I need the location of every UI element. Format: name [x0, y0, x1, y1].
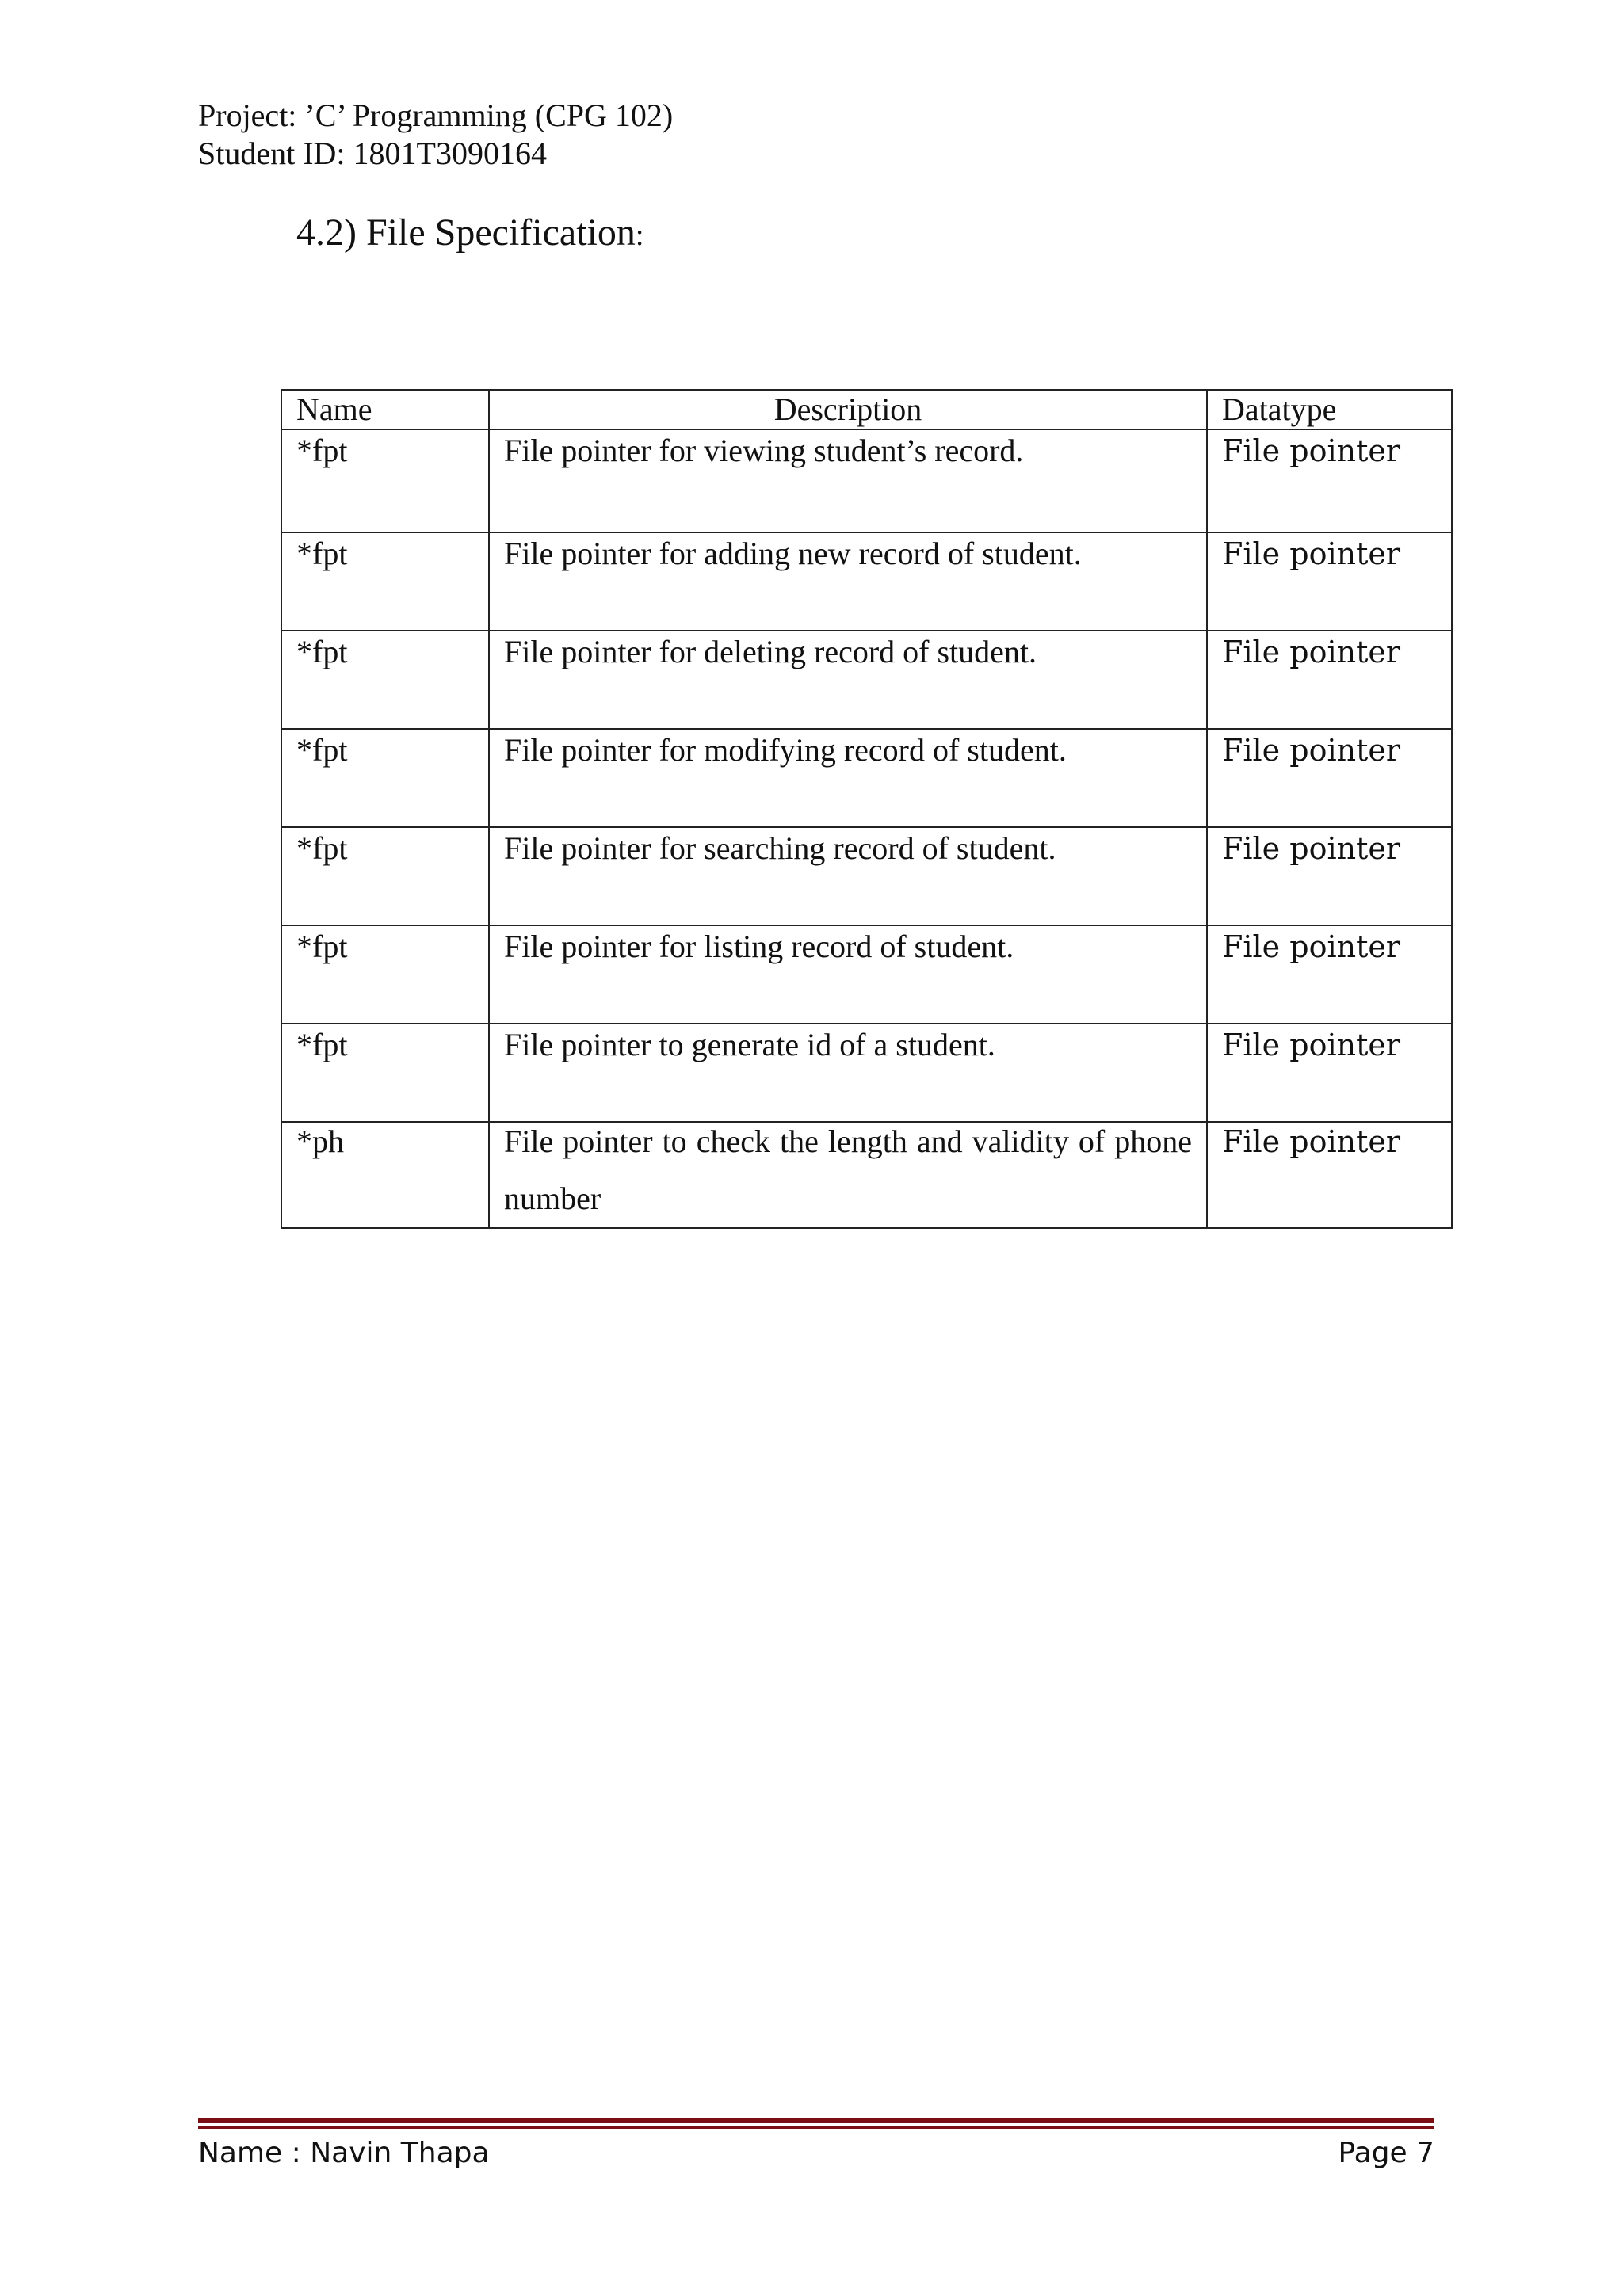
- cell-name-text: *ph: [296, 1123, 344, 1159]
- table-row: [281, 532, 1452, 631]
- cell-description: File pointer for listing record of student.: [489, 925, 1207, 1024]
- table-row: [281, 729, 1452, 827]
- cell-datatype: File pointer: [1207, 429, 1452, 532]
- cell-description: File pointer for searching record of student.: [489, 827, 1207, 925]
- table-row: [281, 827, 1452, 925]
- cell-name: *fpt: [281, 827, 489, 925]
- column-header-description: Description: [489, 390, 1207, 429]
- footer-author-name: Name : Navin Thapa: [198, 2137, 490, 2169]
- cell-name: *fpt: [281, 925, 489, 1024]
- cell-datatype: File pointer: [1207, 532, 1452, 631]
- column-header-datatype: Datatype: [1207, 390, 1452, 429]
- file-specification-table: [281, 389, 1453, 1229]
- cell-datatype: File pointer: [1207, 631, 1452, 729]
- section-title: [296, 211, 643, 257]
- cell-description: File pointer to generate id of a student.: [489, 1024, 1207, 1122]
- table-row: [281, 429, 1452, 532]
- table-header-row: [281, 390, 1452, 429]
- cell-description: File pointer for viewing student’s record.: [489, 429, 1207, 532]
- cell-name: *fpt: [281, 729, 489, 827]
- table-row: [281, 1024, 1452, 1122]
- page-header: [198, 97, 673, 173]
- section-title-text: 4.2) File Specification: [296, 212, 636, 254]
- footer-page-number: Page 7: [1338, 2137, 1434, 2169]
- cell-description-text: File pointer to check the length and validity of phone number: [504, 1123, 1192, 1216]
- cell-description: File pointer for modifying record of student.: [489, 729, 1207, 827]
- footer-rule-thick: [198, 2118, 1434, 2123]
- cell-description: File pointer for adding new record of student.: [489, 532, 1207, 631]
- cell-datatype: [1207, 1122, 1452, 1228]
- cell-datatype: File pointer: [1207, 925, 1452, 1024]
- cell-name: *fpt: [281, 532, 489, 631]
- table-row: [281, 1122, 1452, 1228]
- cell-description: [489, 1122, 1207, 1228]
- cell-datatype: File pointer: [1207, 1024, 1452, 1122]
- cell-description: File pointer for deleting record of student.: [489, 631, 1207, 729]
- column-header-name: Name: [281, 390, 489, 429]
- cell-datatype-text: File pointer: [1222, 1124, 1400, 1159]
- cell-datatype: File pointer: [1207, 827, 1452, 925]
- cell-name: *fpt: [281, 631, 489, 729]
- student-id-line: Student ID: 1801T3090164: [198, 135, 547, 171]
- cell-name: *fpt: [281, 1024, 489, 1122]
- cell-name: [281, 1122, 489, 1228]
- table-row: [281, 631, 1452, 729]
- section-title-colon: :: [635, 219, 644, 252]
- project-line: Project: ’C’ Programming (CPG 102): [198, 97, 674, 133]
- footer-rule-thin: [198, 2126, 1434, 2129]
- cell-datatype: File pointer: [1207, 729, 1452, 827]
- table-row: [281, 925, 1452, 1024]
- cell-name: *fpt: [281, 429, 489, 532]
